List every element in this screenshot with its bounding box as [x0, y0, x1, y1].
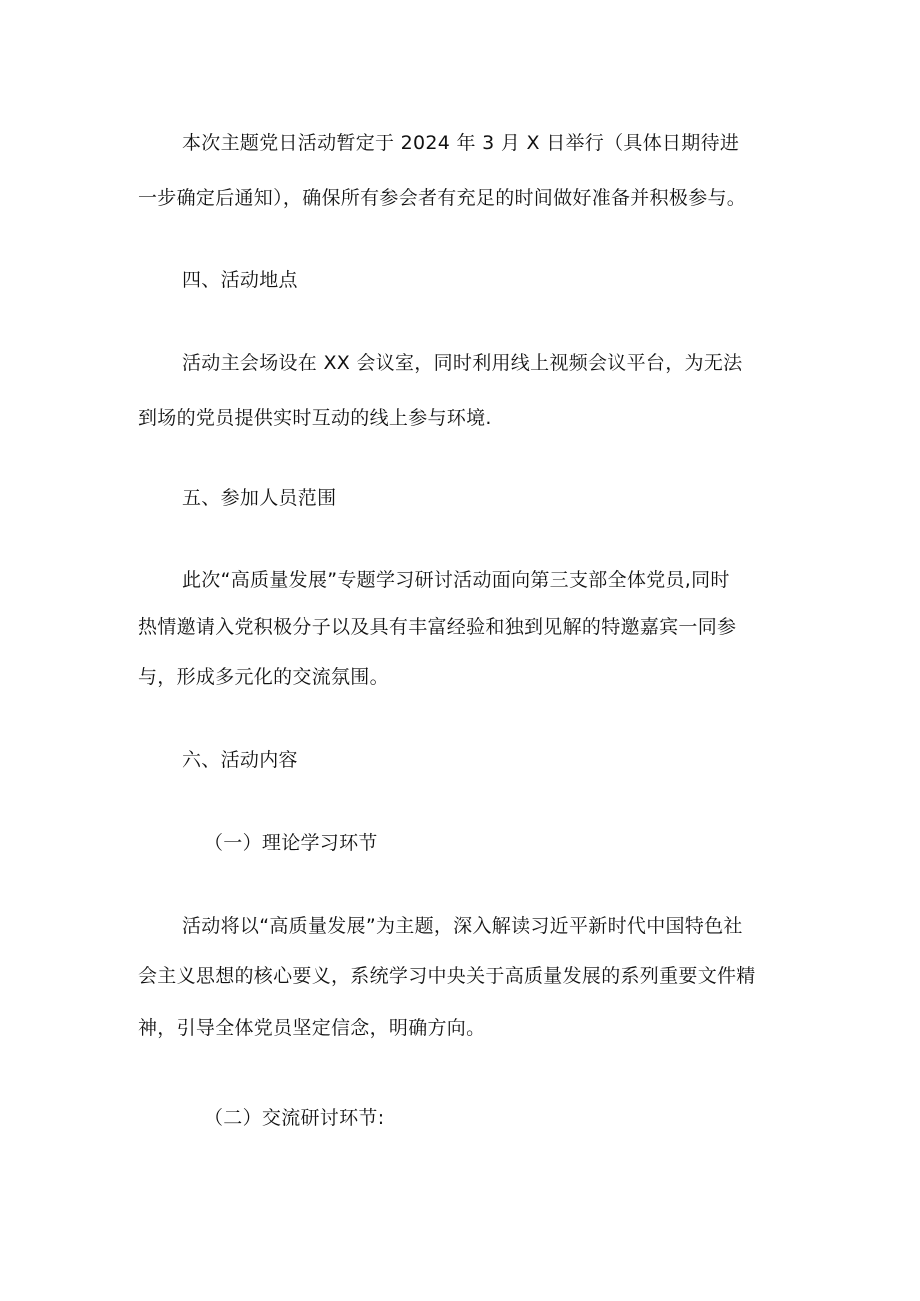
paragraph-theory-line-1: 活动将以“高质量发展”为主题，深入解读习近平新时代中国特色社: [182, 915, 743, 937]
paragraph-date-line-2: 一步确定后通知），确保所有参会者有充足的时间做好准备并积极参与。: [138, 187, 747, 209]
paragraph-location-line-2: 到场的党员提供实时互动的线上参与环境.: [138, 407, 492, 429]
section-heading-location: 四、活动地点: [182, 269, 298, 291]
paragraph-date-line-1: 本次主题党日活动暂定于 2024 年 3 月 X 日举行（具体日期待进: [182, 132, 740, 154]
paragraph-theory-line-2: 会主义思想的核心要义，系统学习中央关于高质量发展的系列重要文件精: [138, 965, 756, 987]
paragraph-participants-line-2: 热情邀请入党积极分子以及具有丰富经验和独到见解的特邀嘉宾一同参: [138, 616, 737, 638]
subheading-discussion: （二）交流研讨环节:: [204, 1107, 385, 1129]
section-heading-content: 六、活动内容: [182, 749, 298, 771]
paragraph-participants-line-3: 与，形成多元化的交流氛围。: [138, 666, 389, 688]
paragraph-theory-line-3: 神，引导全体党员坚定信念，明确方向。: [138, 1017, 486, 1039]
subheading-theory: （一）理论学习环节: [204, 832, 378, 854]
paragraph-location-line-1: 活动主会场设在 XX 会议室，同时利用线上视频会议平台，为无法: [182, 352, 743, 374]
paragraph-participants-line-1: 此次“高质量发展”专题学习研讨活动面向第三支部全体党员,同时: [182, 569, 730, 591]
section-heading-participants: 五、参加人员范围: [182, 487, 337, 509]
